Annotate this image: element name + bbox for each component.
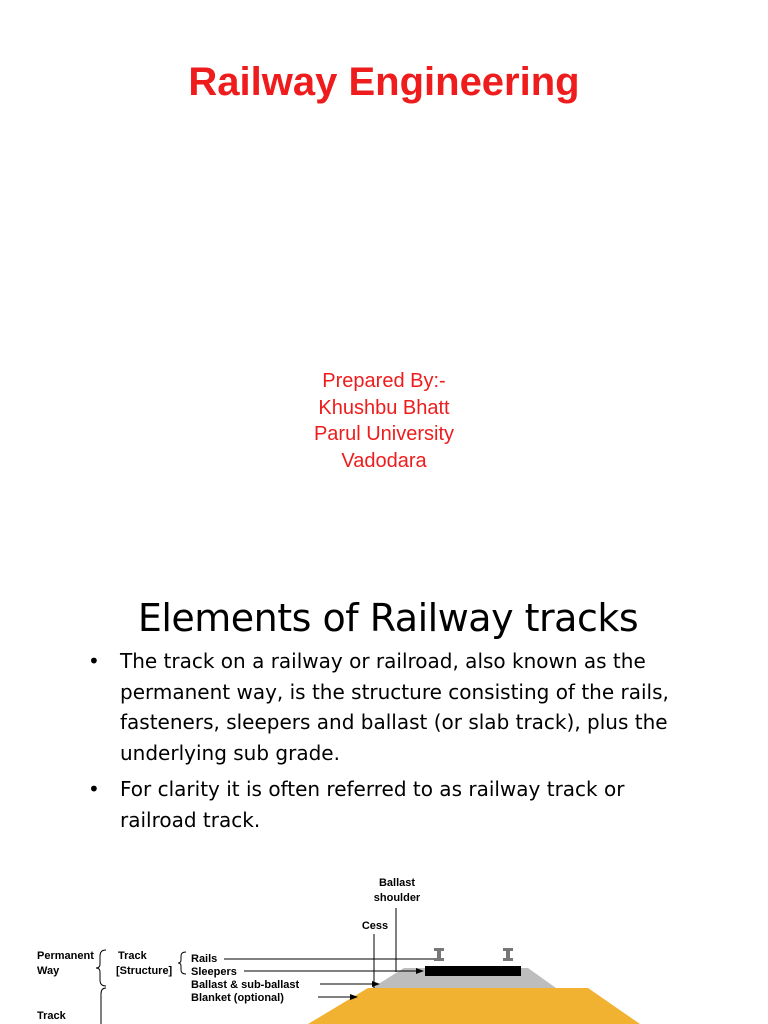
bullet-list <box>88 646 688 841</box>
permanent-way-label: Way <box>37 965 60 977</box>
prepared-by-line: Prepared By:- <box>322 370 446 392</box>
track-structure-label: Track <box>118 950 147 962</box>
blanket-layer <box>308 988 640 1024</box>
bullet-icon: • <box>88 649 100 673</box>
bullet-item <box>88 646 688 768</box>
author-credits <box>0 368 768 474</box>
track-brace <box>178 952 186 974</box>
sleepers-label: Sleepers <box>191 966 237 978</box>
rails-label: Rails <box>191 953 218 965</box>
bullet-item <box>88 774 688 835</box>
ballast-label: Ballast & sub-ballast <box>191 979 300 991</box>
rail-right <box>503 948 513 961</box>
track-cross-section-diagram <box>0 860 768 1024</box>
blanket-label: Blanket (optional) <box>191 992 284 1004</box>
sleeper <box>425 966 521 976</box>
content-slide <box>0 560 768 1024</box>
ballast-shoulder-label: shoulder <box>373 892 421 904</box>
rail-left <box>434 948 444 961</box>
cess-label: Cess <box>361 920 389 932</box>
bullet-icon: • <box>88 777 100 801</box>
city-name: Vadodara <box>341 449 427 472</box>
author-name: Khushbu Bhatt <box>318 396 450 419</box>
bullet-text: For clarity it is often referred to as railway track or railroad track. <box>120 777 625 832</box>
institution-name: Parul University <box>313 423 455 445</box>
track-structure-label: [Structure] <box>116 965 173 977</box>
bullet-text: The track on a railway or railroad, also known as the permanent way, is the structure consisting of the rails, fasteners, sleepers and ballast (or slab track), plus the underlying sub grade. <box>120 649 669 765</box>
permanent-way-label: Permanent <box>37 950 94 962</box>
slide-title: Elements of Railway tracks <box>137 596 639 640</box>
track-label: Track <box>37 1010 66 1022</box>
presentation-title: Railway Engineering <box>188 60 580 104</box>
permanent-way-brace <box>96 950 106 986</box>
ballast-shoulder-label: Ballast <box>378 877 416 889</box>
track-lower-brace <box>101 988 106 1024</box>
